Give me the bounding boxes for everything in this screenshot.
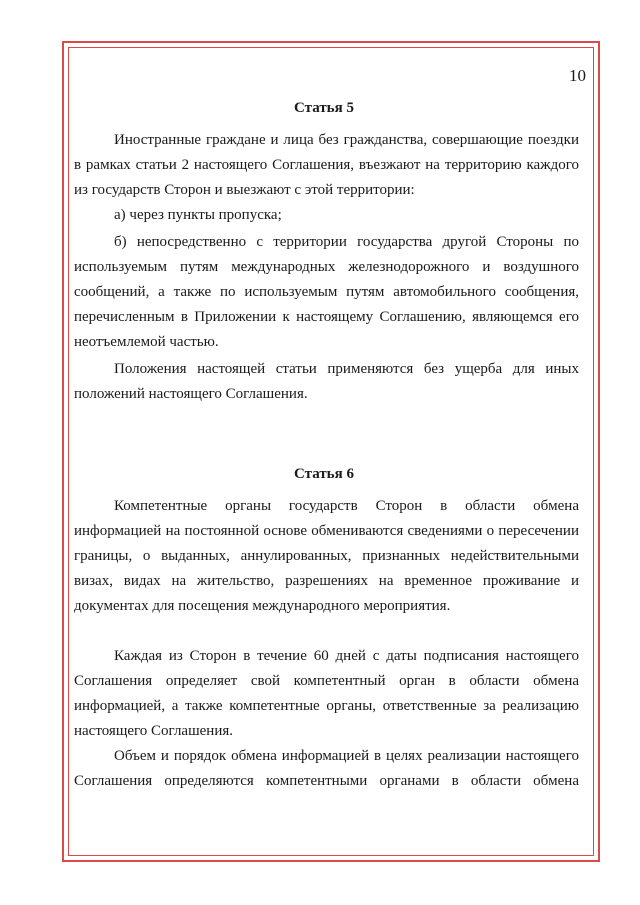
article-5-paragraph-2: Положения настоящей статьи применяются без ущерба для иных положений настоящего Соглашения.	[74, 361, 579, 402]
article-6-title: Статья 6	[294, 466, 354, 482]
article-6-paragraph-1: Компетентные органы государств Сторон в области обмена информацией на постоянной основе обмениваются сведениями о пересечении границы, о выданных, аннулированных, признанных недействительными визах, видах на жительство, разрешениях на временное проживание и документах для посещения международного мероприятия.	[74, 498, 579, 614]
article-5-paragraph-1: Иностранные граждане и лица без гражданства, совершающие поездки в рамках статьи 2 настоящего Соглашения, въезжают на территорию каждого из государств Сторон и выезжают с этой территории:	[74, 132, 579, 198]
article-6-paragraph-3: Объем и порядок обмена информацией в целях реализации настоящего Соглашения определяются компетентными органами в области обмена	[74, 748, 579, 789]
page-number: 10	[569, 66, 586, 85]
article-6-paragraph-2: Каждая из Сторон в течение 60 дней с даты подписания настоящего Соглашения определяет свой компетентный орган в области обмена информацией, а также компетентные органы, ответственные за реализацию настоящего Соглашения.	[74, 648, 579, 739]
article-5-item-b: б) непосредственно с территории государства другой Стороны по используемым путям международных железнодорожного и воздушного сообщений, а также по используемым путям автомобильного сообщения, перечисленным в Приложении к настоящему Соглашению, являющемся его неотъемлемой частью.	[74, 234, 579, 350]
article-5-title: Статья 5	[294, 100, 354, 116]
article-5-item-a: а) через пункты пропуска;	[114, 207, 282, 223]
